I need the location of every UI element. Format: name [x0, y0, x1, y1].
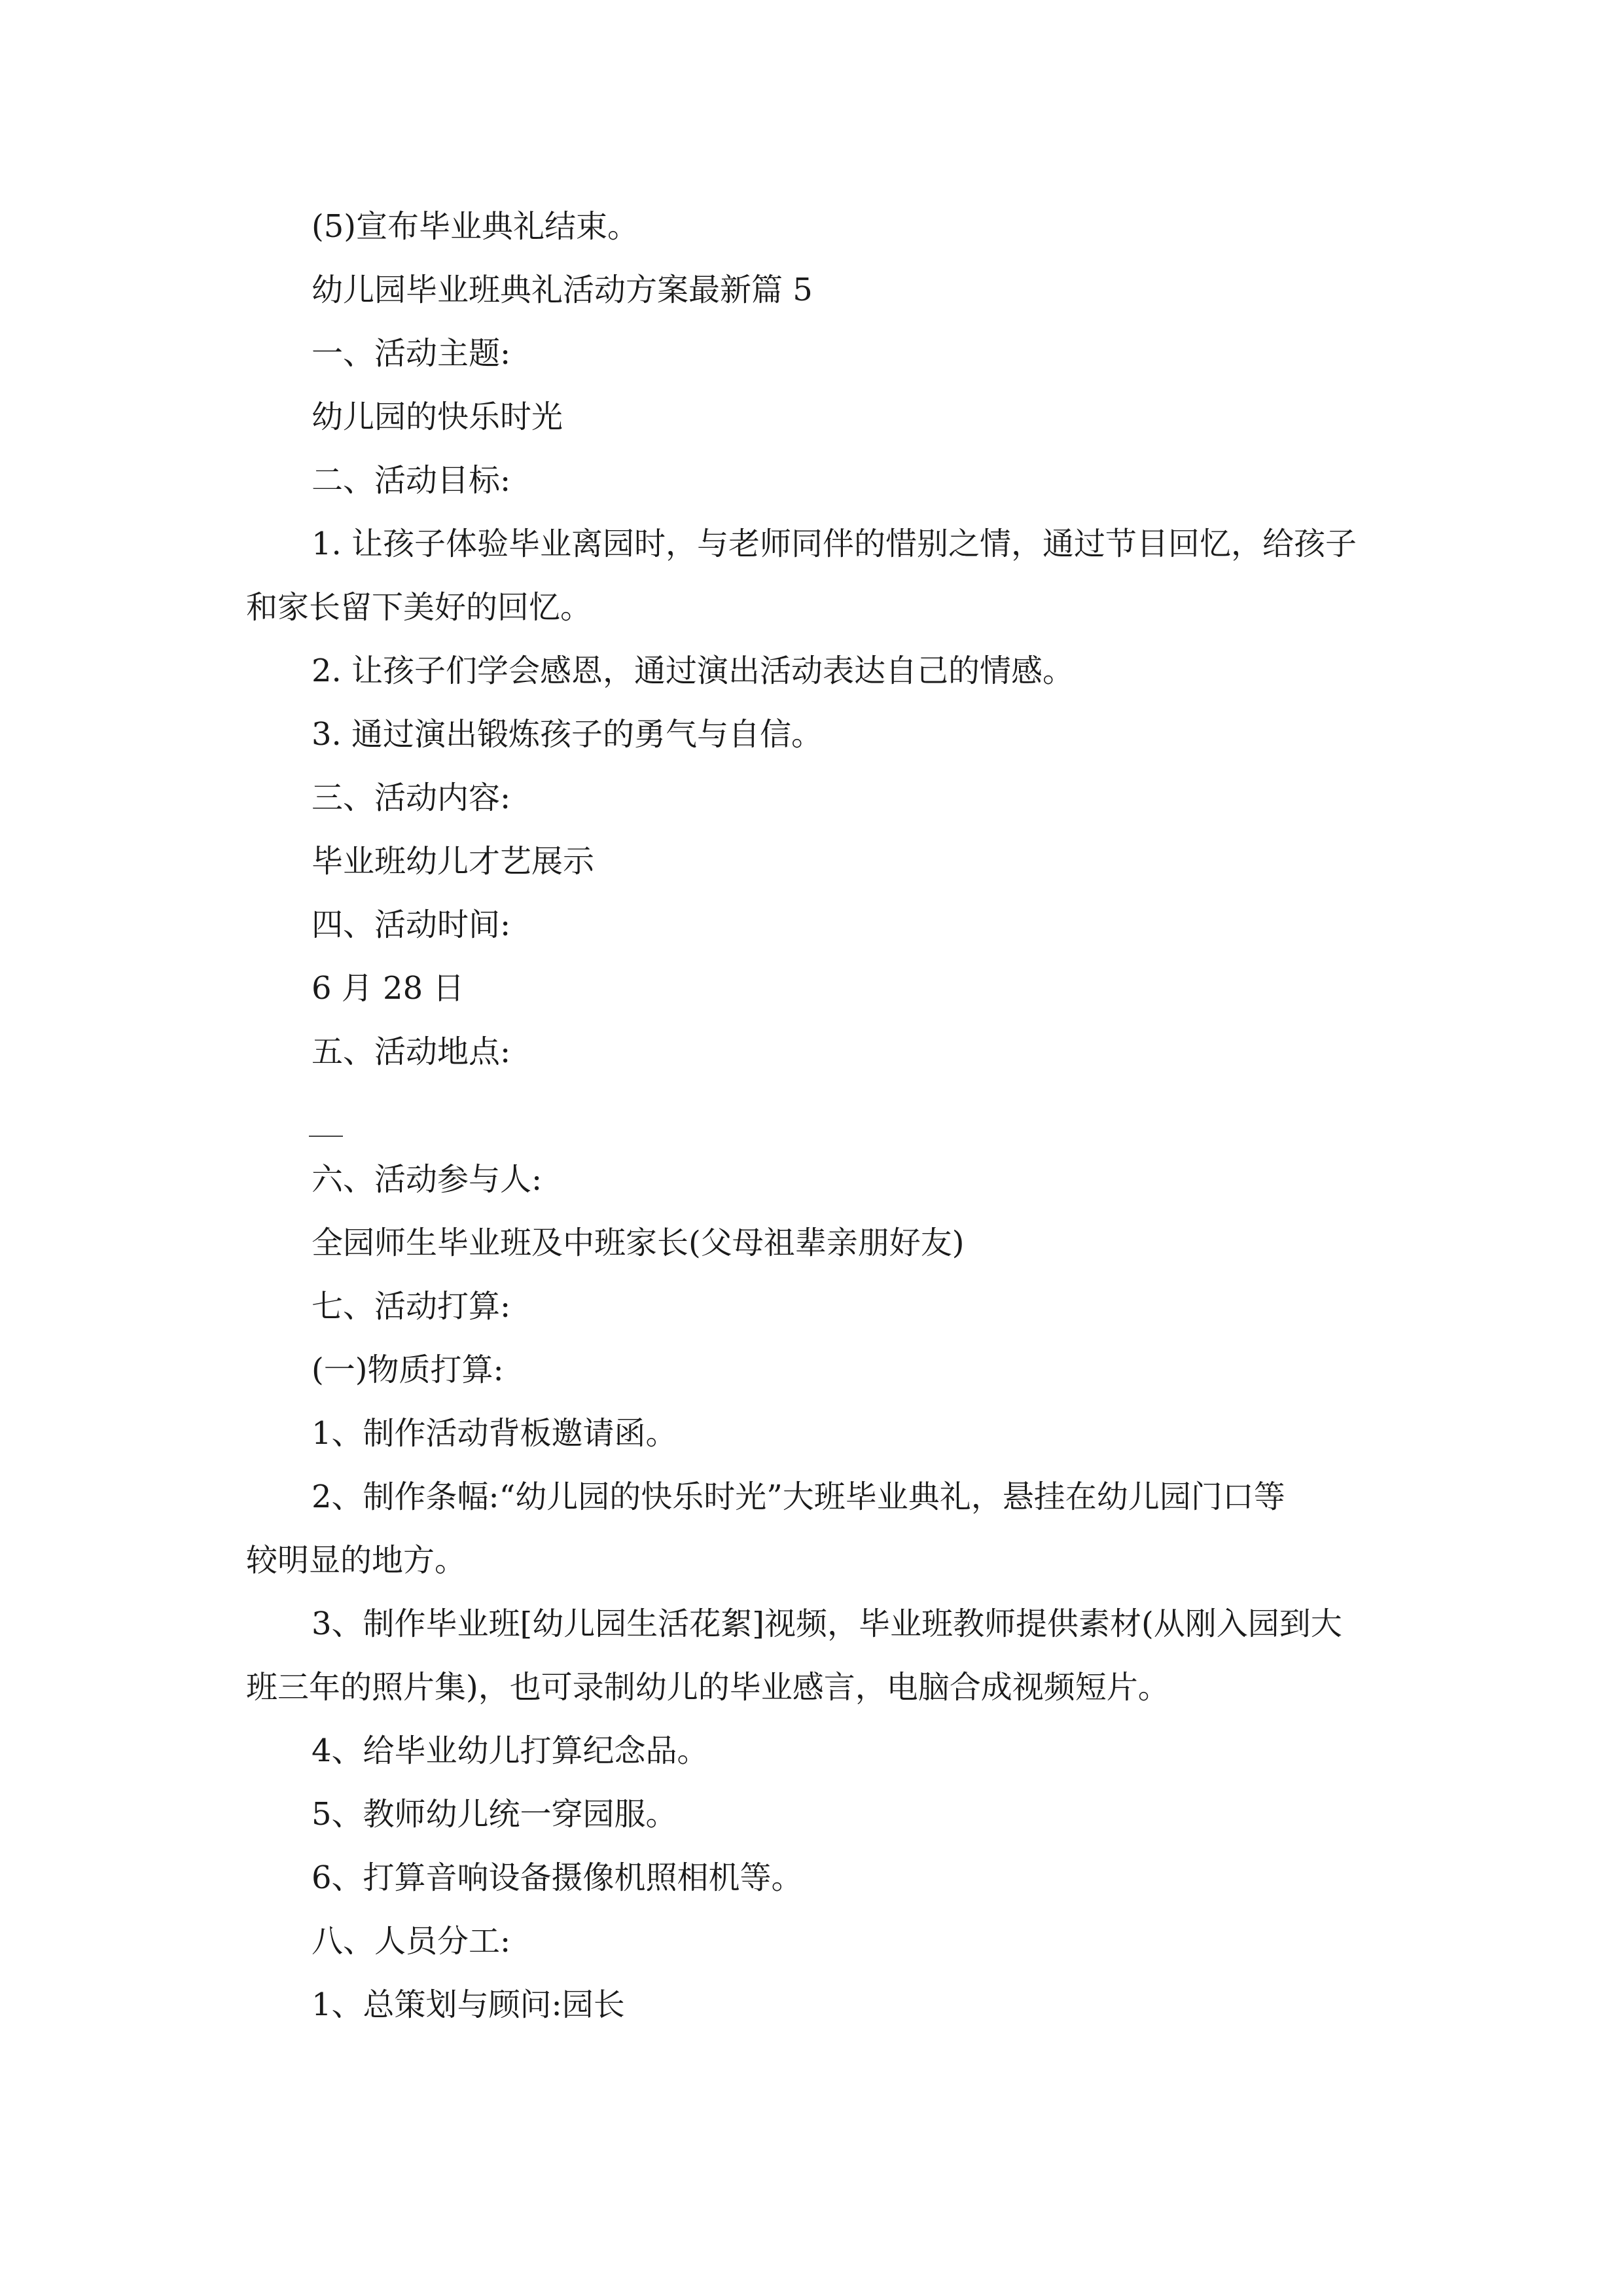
text-prep-3: 3、制作毕业班[幼儿园生活花絮]视频，毕业班教师提供素材(从刚入园到大: [312, 1605, 1342, 1642]
text-participants-value: 全园师生毕业班及中班家长(父母祖辈亲朋好友): [312, 1225, 965, 1261]
text-goal-3: 3. 通过演出锻炼孩子的勇气与自信。: [312, 716, 823, 753]
place-blank-line: [309, 1136, 343, 1137]
text-theme-value: 幼儿园的快乐时光: [312, 399, 563, 435]
text-prep-5: 5、教师幼儿统一穿园服。: [312, 1796, 677, 1833]
text-staff-1: 1、总策划与顾问:园长: [312, 1986, 625, 2023]
text-prep-1: 1、制作活动背板邀请函。: [312, 1415, 677, 1452]
heading-staff-assignment: 八、人员分工:: [312, 1923, 511, 1960]
heading-participants: 六、活动参与人:: [312, 1161, 543, 1198]
heading-preparation: 七、活动打算:: [312, 1288, 511, 1325]
heading-activity-place: 五、活动地点:: [312, 1033, 511, 1070]
heading-activity-content: 三、活动内容:: [312, 780, 511, 816]
text-prep-4: 4、给毕业幼儿打算纪念品。: [312, 1732, 709, 1769]
text-prep-2-cont: 较明显的地方。: [246, 1542, 467, 1579]
heading-activity-theme: 一、活动主题:: [312, 335, 511, 372]
text-content-value: 毕业班幼儿才艺展示: [312, 843, 595, 880]
subheading-material-prep: (一)物质打算:: [312, 1352, 504, 1388]
text-goal-2: 2. 让孩子们学会感恩，通过演出活动表达自己的情感。: [312, 653, 1075, 689]
text-prep-3-cont: 班三年的照片集)，也可录制幼儿的毕业感言，电脑合成视频短片。: [246, 1669, 1169, 1706]
text-goal-1: 1. 让孩子体验毕业离园时，与老师同伴的惜别之情，通过节目回忆，给孩子: [312, 526, 1357, 562]
text-line-closing-step: (5)宣布毕业典礼结束。: [312, 208, 639, 245]
heading-activity-time: 四、活动时间:: [312, 906, 511, 943]
text-prep-6: 6、打算音响设备摄像机照相机等。: [312, 1859, 803, 1896]
text-goal-1-cont: 和家长留下美好的回忆。: [246, 589, 592, 626]
text-prep-2: 2、制作条幅:“幼儿园的快乐时光”大班毕业典礼，悬挂在幼儿园门口等: [312, 1479, 1285, 1515]
text-time-value: 6 月 28 日: [312, 970, 465, 1007]
heading-activity-goals: 二、活动目标:: [312, 462, 511, 499]
section-heading-plan-5: 幼儿园毕业班典礼活动方案最新篇 5: [312, 272, 813, 308]
